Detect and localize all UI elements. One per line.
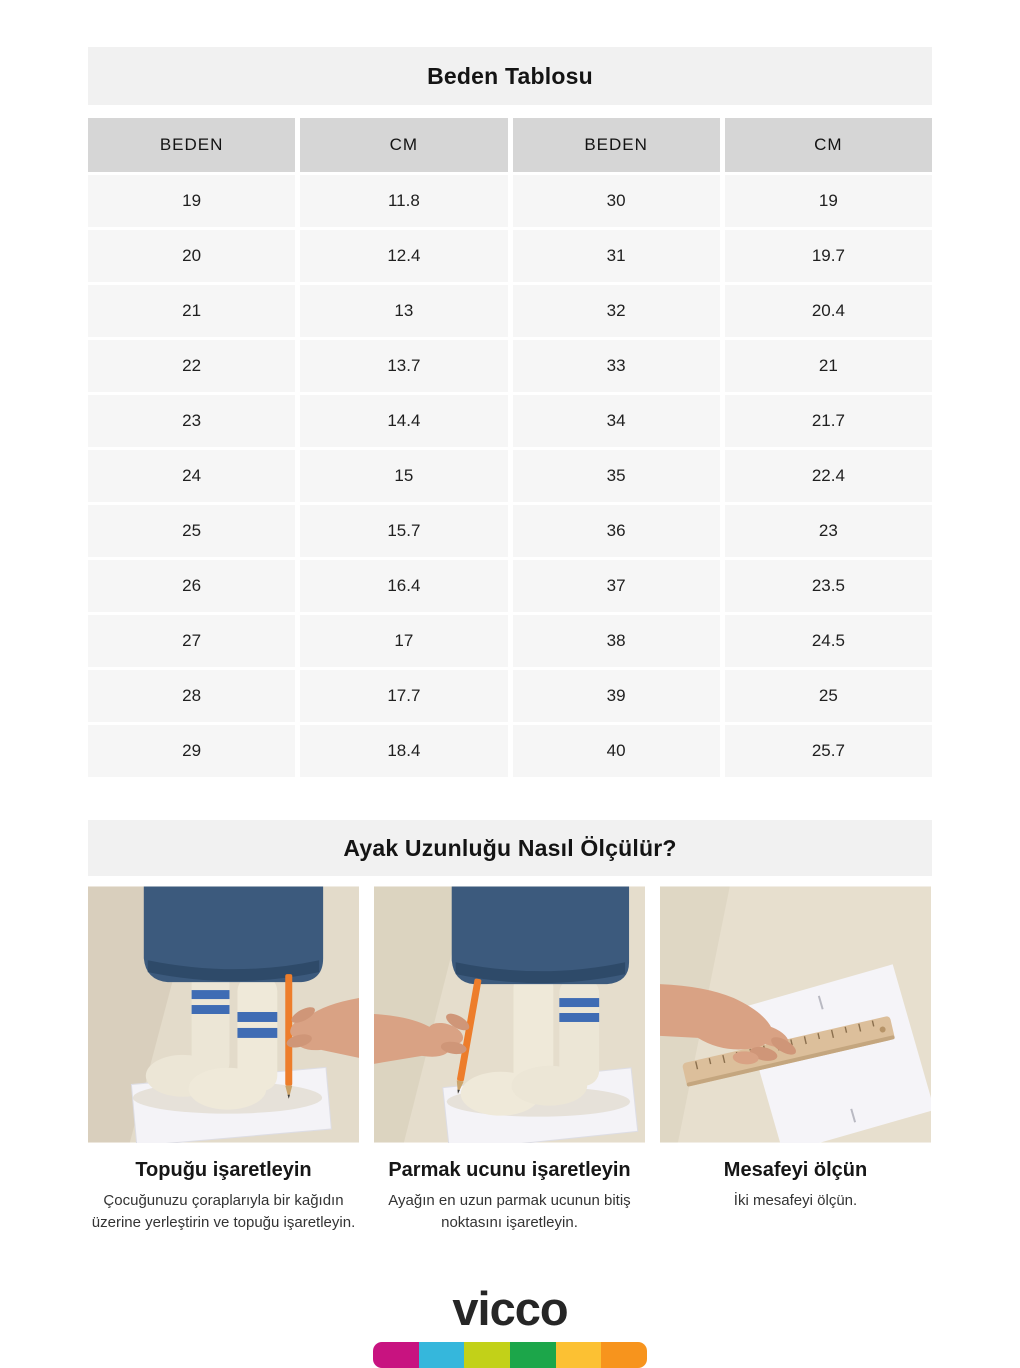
size-table-cell: 37 [513, 560, 720, 612]
size-table-cell: 25 [88, 505, 295, 557]
size-table-cell: 40 [513, 725, 720, 777]
size-table-cell: 29 [88, 725, 295, 777]
size-table-cell: 22.4 [725, 450, 932, 502]
size-table-cell: 35 [513, 450, 720, 502]
size-chart-title-bar [88, 47, 932, 105]
size-table-header-row [88, 118, 932, 172]
size-table-cell: 38 [513, 615, 720, 667]
measure-step-toe [374, 886, 645, 1234]
size-table-cell: 21 [88, 285, 295, 337]
measure-section-title-bar [88, 820, 932, 876]
size-table-header-cell: BEDEN [513, 118, 720, 172]
step-title: Parmak ucunu işaretleyin [388, 1159, 631, 1181]
stripe-segment [464, 1342, 510, 1368]
size-table-cell: 23 [725, 505, 932, 557]
size-table-cell: 36 [513, 505, 720, 557]
size-table-cell: 28 [88, 670, 295, 722]
size-table-cell: 15.7 [300, 505, 507, 557]
size-table-cell: 23 [88, 395, 295, 447]
size-table-cell: 24.5 [725, 615, 932, 667]
size-table-cell: 21.7 [725, 395, 932, 447]
size-table-cell: 31 [513, 230, 720, 282]
size-table-cell: 12.4 [300, 230, 507, 282]
size-table-cell: 15 [300, 450, 507, 502]
size-table-cell: 13.7 [300, 340, 507, 392]
measure-step-distance [660, 886, 931, 1234]
size-table-cell: 11.8 [300, 175, 507, 227]
size-table-cell: 26 [88, 560, 295, 612]
size-table-cell: 33 [513, 340, 720, 392]
heel-marking-photo [88, 886, 359, 1143]
size-table-cell: 24 [88, 450, 295, 502]
size-table-cell: 32 [513, 285, 720, 337]
brand-color-stripe [373, 1342, 647, 1368]
measure-steps [88, 886, 932, 1234]
measure-section-title: Ayak Uzunluğu Nasıl Ölçülür? [343, 834, 677, 861]
size-table-cell: 14.4 [300, 395, 507, 447]
size-table-cell: 16.4 [300, 560, 507, 612]
size-table-body [88, 175, 932, 777]
toe-marking-photo [374, 886, 645, 1143]
step-description: Çocuğunuzu çoraplarıyla bir kağıdın üzerine yerleştirin ve topuğu işaretleyin. [91, 1192, 356, 1231]
size-table-cell: 19 [88, 175, 295, 227]
step-title: Mesafeyi ölçün [723, 1159, 868, 1181]
size-table-cell: 20 [88, 230, 295, 282]
vicco-logo: vicco [452, 1282, 568, 1335]
ruler-measuring-photo [660, 886, 931, 1143]
size-table-cell: 18.4 [300, 725, 507, 777]
stripe-segment [601, 1342, 647, 1368]
size-table-cell: 19 [725, 175, 932, 227]
size-table-header-cell: CM [300, 118, 507, 172]
size-table-header-cell: CM [725, 118, 932, 172]
step-description: İki mesafeyi ölçün. [733, 1192, 858, 1209]
size-table-cell: 19.7 [725, 230, 932, 282]
size-table-cell: 20.4 [725, 285, 932, 337]
step-description: Ayağın en uzun parmak ucunun bitiş noktasını işaretleyin. [388, 1192, 631, 1231]
measure-step-heel [88, 886, 359, 1234]
size-chart-title: Beden Tablosu [427, 62, 593, 89]
size-table-cell: 30 [513, 175, 720, 227]
step-title: Topuğu işaretleyin [135, 1159, 312, 1181]
size-table-cell: 39 [513, 670, 720, 722]
size-table-cell: 22 [88, 340, 295, 392]
size-table-cell: 23.5 [725, 560, 932, 612]
size-table-cell: 25 [725, 670, 932, 722]
size-table-cell: 27 [88, 615, 295, 667]
size-table-cell: 25.7 [725, 725, 932, 777]
size-table-cell: 13 [300, 285, 507, 337]
stripe-segment [419, 1342, 465, 1368]
stripe-segment [373, 1342, 419, 1368]
size-table-header-cell: BEDEN [88, 118, 295, 172]
stripe-segment [556, 1342, 602, 1368]
size-table-cell: 34 [513, 395, 720, 447]
size-table-cell: 17 [300, 615, 507, 667]
stripe-segment [510, 1342, 556, 1368]
size-table-cell: 17.7 [300, 670, 507, 722]
size-table-cell: 21 [725, 340, 932, 392]
